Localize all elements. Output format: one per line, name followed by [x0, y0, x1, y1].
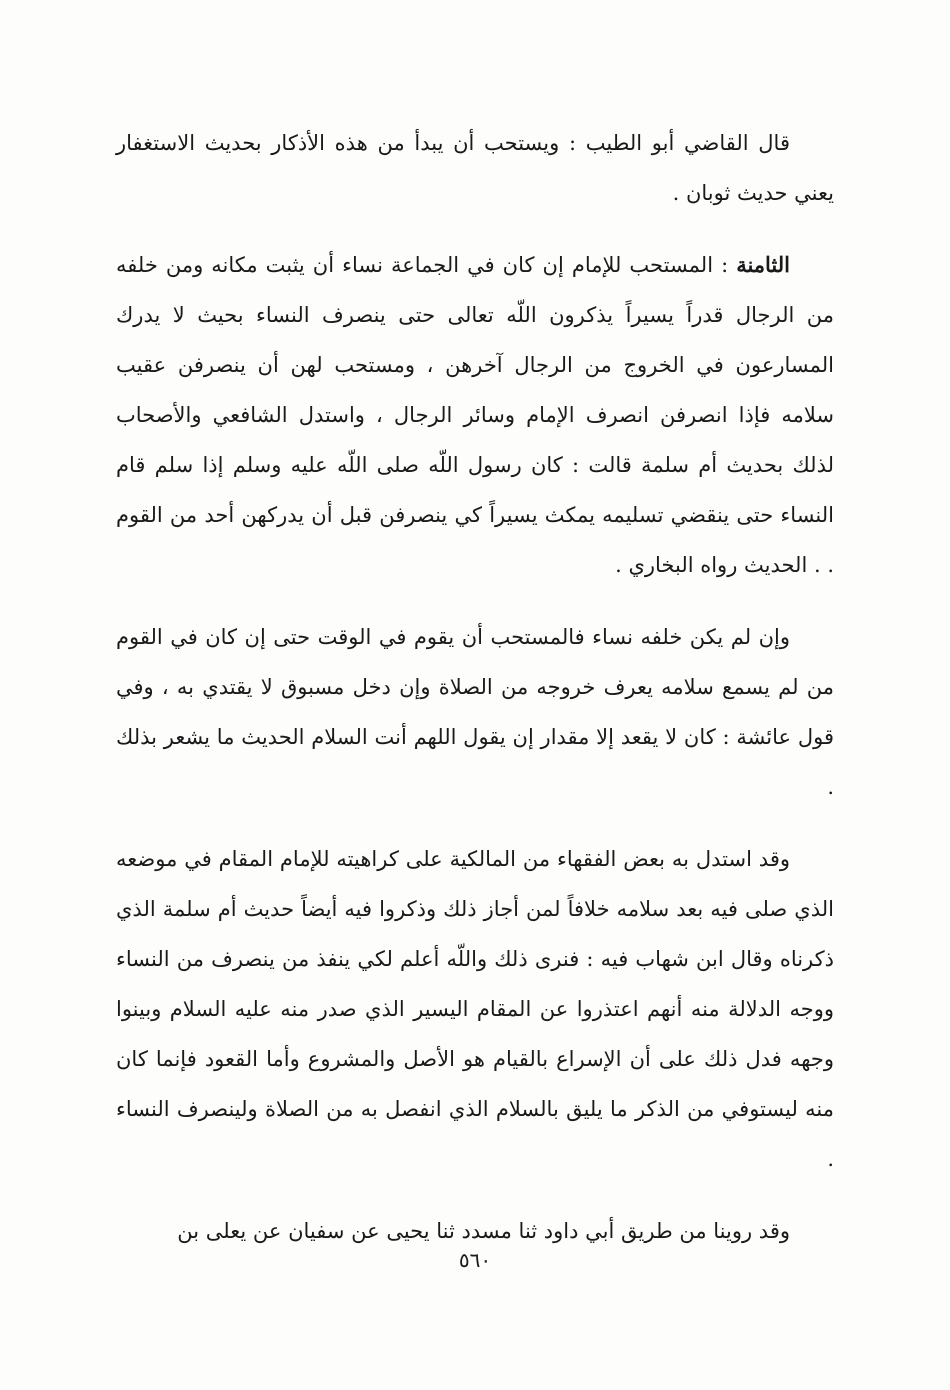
paragraph-2-text: : المستحب للإمام إن كان في الجماعة نساء أن يثبت مكانه ومن خلفه من الرجال قدراً يسيراً يذكرون اللّه تعالى حتى ينصرف النساء بحيث لا يدرك المسارعون في الخروج من الرجال آخرهن ، ومستحب لهن أن ينصرفن عقيب سلامه فإذا انصرفن انصرف الإمام وسائر الرجال ، واستدل الشافعي والأصحاب لذلك بحديث أم سلمة قالت : كان رسول اللّه صلى اللّه عليه وسلم إذا سلم قام النساء حتى ينقضي تسليمه يمكث يسيراً كي ينصرفن قبل أن يدركهن أحد من القوم . . الحديث رواه البخاري .: [116, 253, 834, 577]
paragraph-4: [116, 834, 834, 1184]
paragraph-1-text: قال القاضي أبو الطيب : ويستحب أن يبدأ من هذه الأذكار بحديث الاستغفار يعني حديث ثوبان .: [116, 131, 834, 205]
paragraph-3-text: وإن لم يكن خلفه نساء فالمستحب أن يقوم في الوقت حتى إن كان في القوم من لم يسمع سلامه يعرف خروجه من الصلاة وإن دخل مسبوق لا يقتدي به ، وفي قول عائشة : كان لا يقعد إلا مقدار إن يقول اللهم أنت السلام الحديث ما يشعر بذلك .: [116, 625, 834, 799]
paragraph-1: [116, 118, 834, 218]
paragraph-5-text: وقد روينا من طريق أبي داود ثنا مسدد ثنا يحيى عن سفيان عن يعلى بن: [177, 1219, 790, 1243]
paragraph-2: [116, 240, 834, 590]
paragraph-2-lead: الثامنة: [736, 252, 790, 277]
page-number: ٥٦٠: [458, 1248, 492, 1272]
paragraph-4-text: وقد استدل به بعض الفقهاء من المالكية على كراهيته للإمام المقام في موضعه الذي صلى فيه بعد سلامه خلافاً لمن أجاز ذلك وذكروا فيه أيضاً حديث أم سلمة الذي ذكرناه وقال ابن شهاب فيه : فنرى ذلك واللّه أعلم لكي ينفذ من ينصرف من النساء ووجه الدلالة منه أنهم اعتذروا عن المقام اليسير الذي صدر منه عليه السلام وبينوا وجهه فدل ذلك على أن الإسراع بالقيام هو الأصل والمشروع وأما القعود فإنما كان منه ليستوفي من الذكر ما يليق بالسلام الذي انفصل به من الصلاة ولينصرف النساء .: [116, 847, 834, 1171]
paragraph-3: [116, 612, 834, 812]
body-text: [116, 118, 834, 1278]
